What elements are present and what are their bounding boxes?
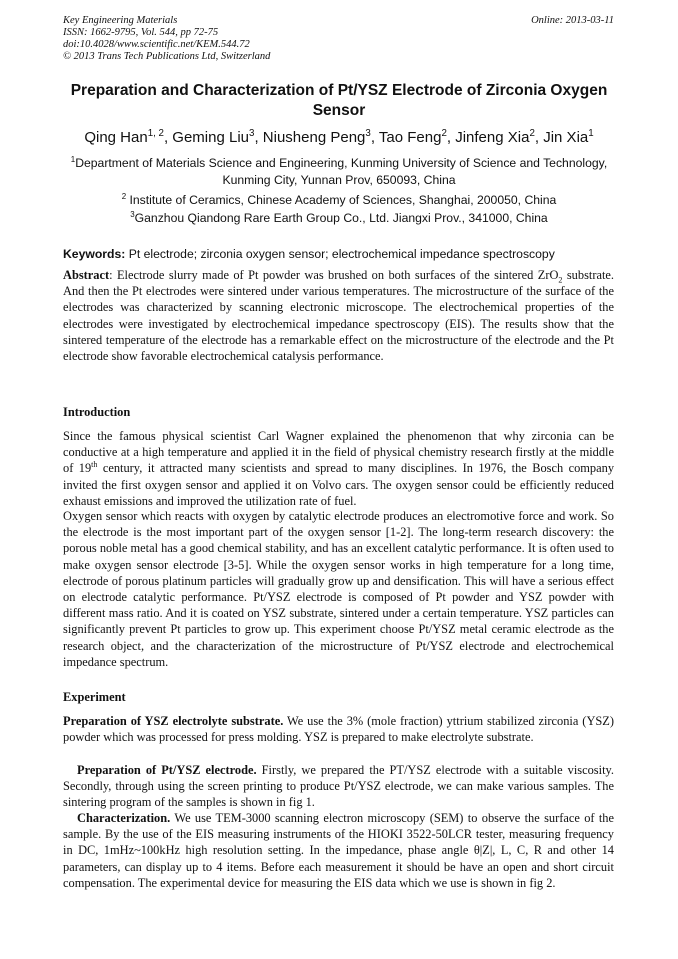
issn-line: ISSN: 1662-9795, Vol. 544, pp 72-75 bbox=[63, 27, 219, 38]
affiliation-3: $^3$Ganzhou Qiandong Rare Earth Group Co., Ltd. Jiangxi Prov., 341000, China bbox=[130, 209, 548, 225]
author: Qing Han$^{1, 2}$, bbox=[84, 128, 173, 146]
author: Geming Liu$^3$, bbox=[172, 128, 263, 146]
author: Jinfeng Xia$^2$, bbox=[455, 128, 544, 146]
experiment-paragraph-2: Preparation of Pt/YSZ electrode. Firstly, we prepared the PT/YSZ electrode with a suitable viscosity. Secondly, through using the screen printing to produce Pt/YSZ electrode, we can make various samples. The sintering program of the samples is shown in fig 1. bbox=[63, 763, 614, 810]
journal-name: Key Engineering Materials bbox=[63, 15, 178, 26]
paper-title: Preparation and Characterization of Pt/YSZ Electrode of Zirconia Oxygen Sensor bbox=[70, 82, 608, 119]
author: Jin Xia$^1$ bbox=[543, 128, 594, 146]
doi-line: doi:10.4028/www.scientific.net/KEM.544.72 bbox=[63, 39, 250, 50]
experiment-heading: Experiment bbox=[63, 690, 126, 704]
keywords bbox=[63, 246, 614, 262]
abstract: Abstract: Electrode slurry made of Pt powder was brushed on both surfaces of the sintered ZrO$_2$ substrate. And then the Pt electrodes were sintered under various temperatures. The microstructure of the surface of the electrodes was characterized by scanning electronic microscope. The electrochemical properties of the electrodes were investigated by electrochemical impedance spectroscopy (EIS). The results show that the sintered temperature of the electrode has a remarkable effect on the microstructure of the electrode and the Pt electrode show favorable electrochemical catalysis performance. bbox=[63, 268, 614, 364]
affiliation-2: $^2$ Institute of Ceramics, Chinese Academy of Sciences, Shanghai, 200050, China bbox=[121, 191, 557, 207]
abstract-label: Abstract bbox=[63, 268, 110, 282]
copyright-line: © 2013 Trans Tech Publications Ltd, Switzerland bbox=[63, 51, 271, 62]
introduction-heading: Introduction bbox=[63, 405, 131, 419]
author: Tao Feng$^2$, bbox=[378, 128, 456, 146]
journal-header bbox=[63, 15, 614, 63]
keywords-text: Pt electrode; zirconia oxygen sensor; electrochemical impedance spectroscopy bbox=[125, 247, 555, 261]
author-list bbox=[60, 129, 618, 147]
introduction-paragraph-2: Oxygen sensor which reacts with oxygen by catalytic electrode produces an electromotive force and work. So the electrode is the most important part of the oxygen sensor [1-2]. The long-term research discovery: the porous noble metal has a good chemical stability, and has an excellent catalytic performance. It is often used to make oxygen sensor electrode [3-5]. While the oxygen sensor works in high temperature for a long time, electrode of porous platinum particles will gradually grow up and densification. This will have a serious effect on electrode catalytic performance. Pt/YSZ electrode is composed of Pt powder and YSZ powder with different mass ratio. And it is coated on YSZ substrate, sintered under a certain temperature. YSZ particles can significantly prevent Pt particles to grow up. This experiment choose Pt/YSZ metal ceramic electrode as the research object, and the characterization of the microstructure of Pt/YSZ electrode and electrochemical impedance spectrum. bbox=[63, 509, 614, 669]
keywords-label: Keywords: bbox=[63, 247, 126, 261]
experiment-paragraph-1: Preparation of YSZ electrolyte substrate. We use the 3% (mole fraction) yttrium stabilized zirconia (YSZ) powder which was processed for press molding. YSZ is prepared to make electrolyte substrate. bbox=[63, 714, 614, 745]
affiliation-1: $^1$Department of Materials Science and Engineering, Kunming University of Science and Technology, Kunming City, Yunnan Prov, 650093, China bbox=[70, 154, 608, 187]
author: Niusheng Peng$^3$, bbox=[262, 128, 379, 146]
experiment-paragraph-3: Characterization. We use TEM-3000 scanning electron microscopy (SEM) to observe the surface of the sample. By the use of the EIS measuring instruments of the HIOKI 3522-50LCR tester, measuring frequency in DC, 1mHz~100kHz high resolution setting. In the impedance, phase angle θ|Z|, L, C, R and other 14 parameters, can display up to 4 items. Before each measurement it should be have an open and short circuit compensation. The experimental device for measuring the EIS data which we use is shown in fig 2. bbox=[63, 811, 614, 890]
online-date: Online: 2013-03-11 bbox=[531, 15, 614, 26]
introduction-paragraph-1: Since the famous physical scientist Carl Wagner explained the phenomenon that why zirconia can be conductive at a high temperature and applied it in the field of physical chemistry research firstly at the middle of 19th century, it attracted many scientists and spread to many disciplines. In 1976, the Bosch company invited the first oxygen sensor and applied it on Volvo cars. The oxygen sensor could be efficiently reduced exhaust emissions and improved the utilization rate of fuel. bbox=[63, 429, 615, 508]
